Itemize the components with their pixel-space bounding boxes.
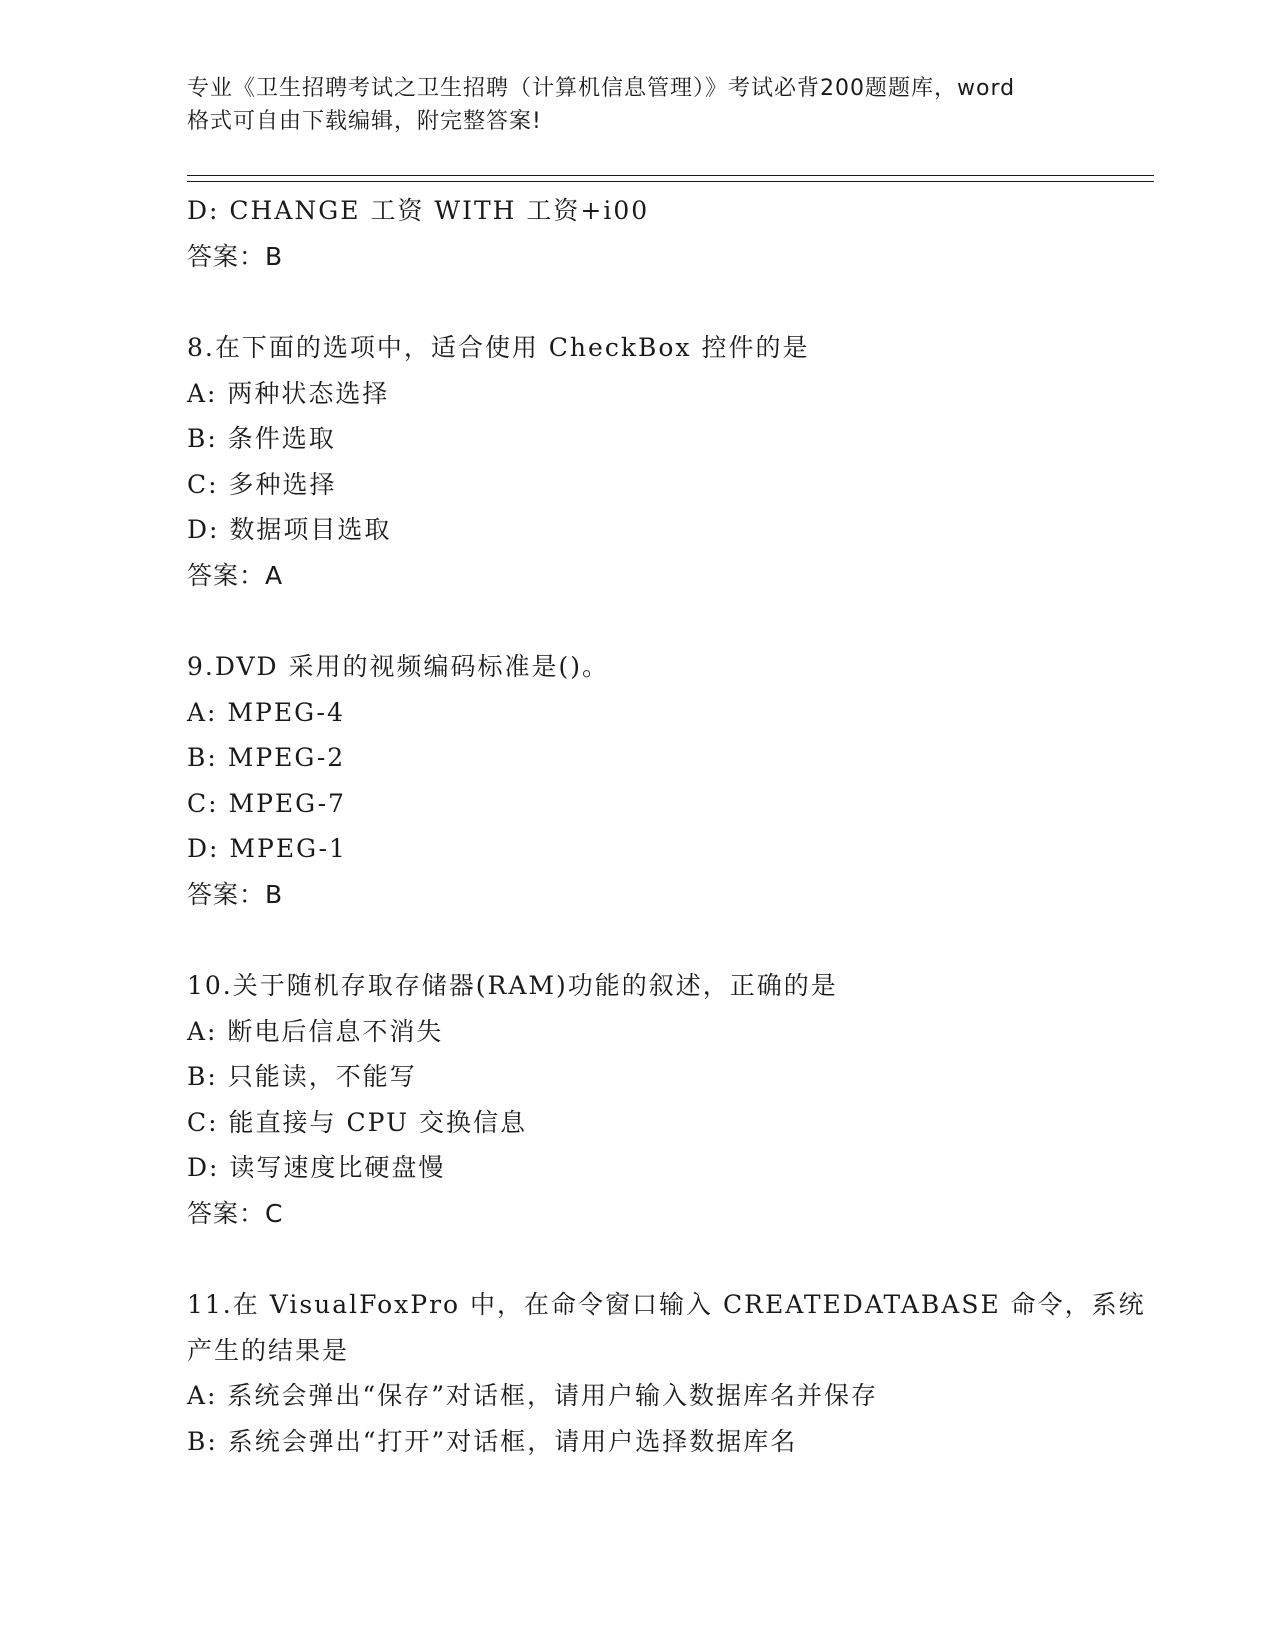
- question-stem: 10.关于随机存取存储器(RAM)功能的叙述，正确的是: [187, 971, 838, 1000]
- document-header: [187, 72, 1087, 138]
- option-a: A: MPEG-4: [187, 697, 345, 727]
- spacer: [187, 917, 1087, 963]
- option-c: C: 能直接与 CPU 交换信息: [187, 1107, 527, 1137]
- option-d: D: 读写速度比硬盘慢: [187, 1153, 446, 1182]
- answer: 答案：C: [187, 1198, 284, 1228]
- prev-question: [187, 188, 1087, 279]
- question-9: [187, 644, 1087, 917]
- option-a: A: 断电后信息不消失: [187, 1016, 444, 1046]
- spacer: [187, 1236, 1087, 1282]
- answer: 答案：A: [187, 560, 284, 590]
- option-c: C: 多种选择: [187, 469, 337, 499]
- option-b: B: 只能读，不能写: [187, 1062, 417, 1091]
- option-d: D: MPEG-1: [187, 834, 347, 863]
- spacer: [187, 279, 1087, 325]
- spacer: [187, 598, 1087, 644]
- option-a: A: 系统会弹出“保存”对话框，请用户输入数据库名并保存: [187, 1381, 878, 1410]
- header-line-2: 格式可自由下载编辑，附完整答案!: [187, 109, 542, 134]
- question-stem-line-2: 产生的结果是: [187, 1335, 350, 1365]
- question-stem: 9.DVD 采用的视频编码标准是()。: [187, 652, 610, 681]
- header-line-1: 专业《卫生招聘考试之卫生招聘（计算机信息管理）》考试必背200题题库，word: [187, 76, 1016, 101]
- question-stem: 8.在下面的选项中，适合使用 CheckBox 控件的是: [187, 333, 810, 362]
- option-d: D: 数据项目选取: [187, 515, 392, 544]
- answer: 答案：B: [187, 241, 284, 271]
- option-b: B: 条件选取: [187, 424, 336, 453]
- header-divider-top: [187, 175, 1154, 176]
- option-b: B: MPEG-2: [187, 743, 346, 772]
- question-8: [187, 325, 1087, 598]
- option-c: C: MPEG-7: [187, 788, 346, 818]
- answer: 答案：B: [187, 879, 284, 909]
- header-divider-bottom: [187, 181, 1154, 182]
- option-d: D: CHANGE 工资 WITH 工资+i00: [187, 196, 650, 225]
- question-stem-line-1: 11.在 VisualFoxPro 中，在命令窗口输入 CREATEDATABASE 命令，系统: [187, 1290, 1146, 1319]
- question-10: [187, 963, 1087, 1236]
- option-b: B: 系统会弹出“打开”对话框，请用户选择数据库名: [187, 1426, 798, 1456]
- option-a: A: 两种状态选择: [187, 378, 390, 408]
- question-list: [187, 188, 1146, 1464]
- question-11: [187, 1282, 1146, 1464]
